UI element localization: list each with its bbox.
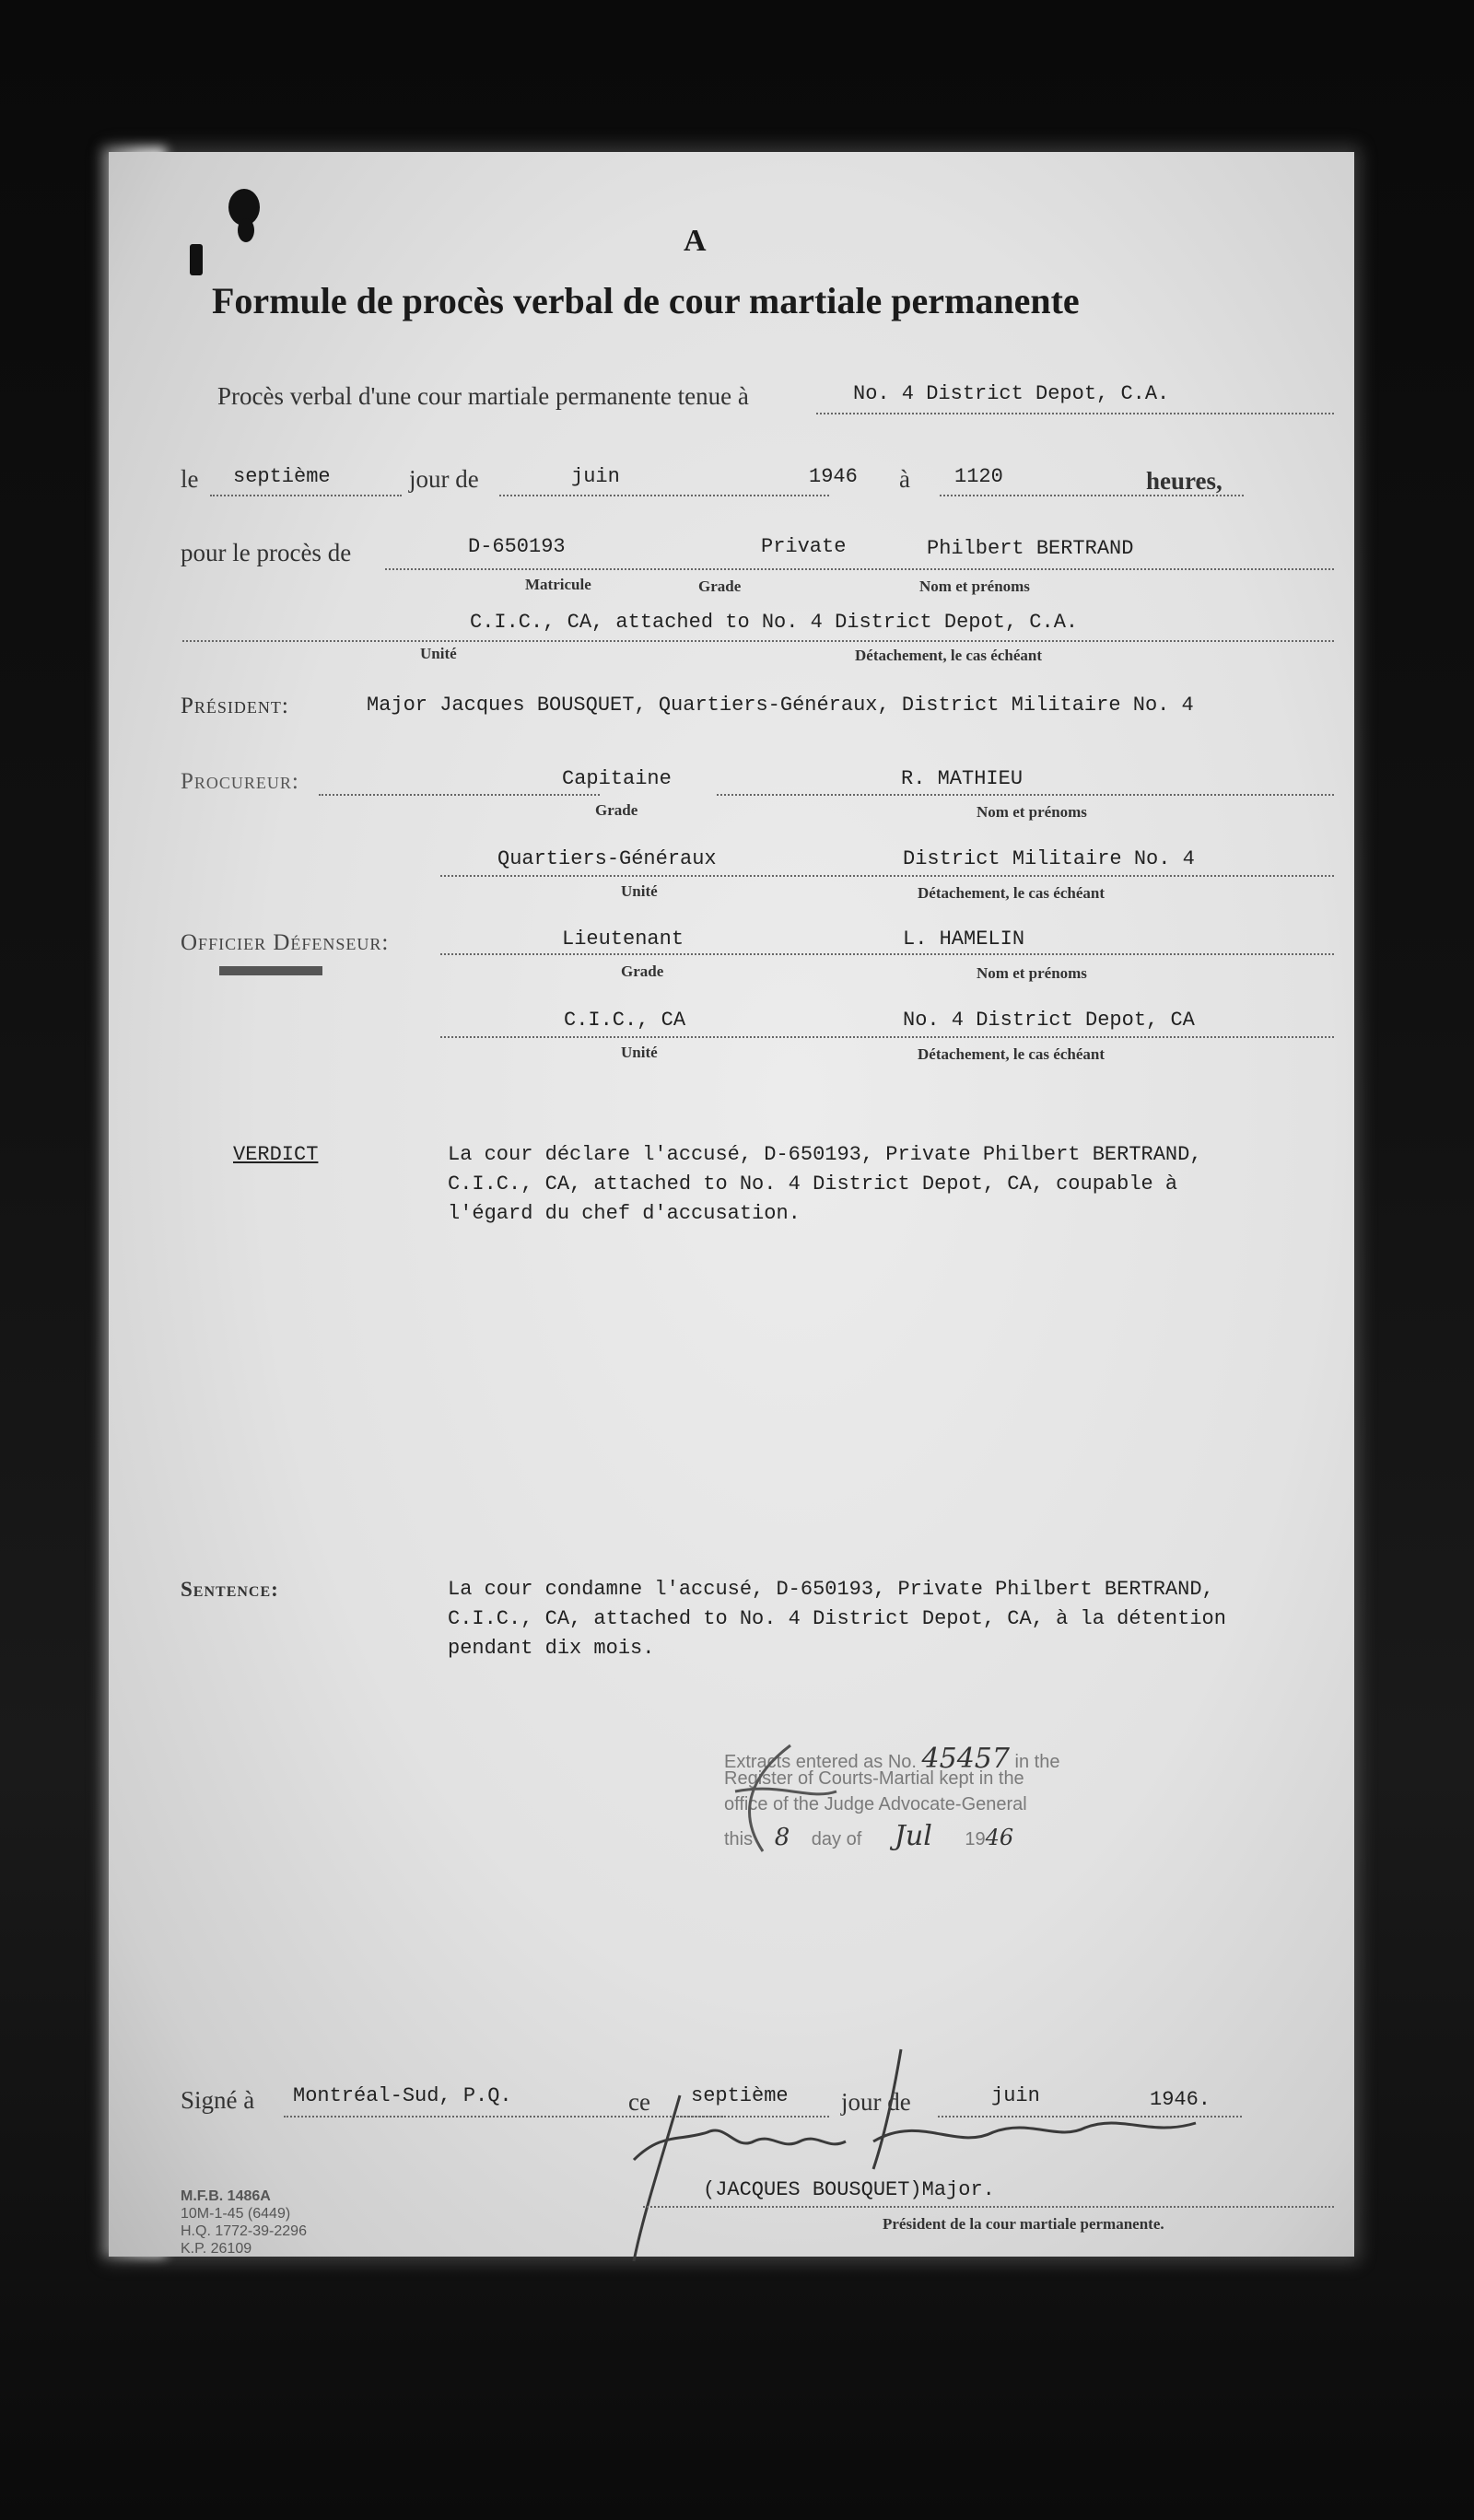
- procureur-unit: Quartiers-Généraux: [497, 847, 717, 870]
- ink-blot: [190, 244, 203, 275]
- footer-codes: [181, 2188, 307, 2258]
- grade-value: Private: [761, 535, 847, 558]
- name-value: Philbert BERTRAND: [927, 537, 1134, 560]
- defenseur-grade-caption: Grade: [621, 962, 664, 980]
- procureur-unite-caption: Unité: [621, 882, 658, 900]
- accused-dotted-line: [385, 568, 1334, 570]
- defenseur-name-caption: Nom et prénoms: [977, 964, 1087, 982]
- procureur-name-dots: [717, 794, 1334, 796]
- footer-code: K.P. 26109: [181, 2241, 252, 2257]
- signatory-caption: Président de la cour martiale permanente.: [883, 2215, 1164, 2233]
- place-value: Montréal-Sud, P.Q.: [293, 2084, 512, 2107]
- month-dotted-line: [499, 495, 829, 496]
- ink-blot: [238, 218, 254, 242]
- stamp-handwriting-scribble: [698, 1736, 846, 1865]
- procureur-unit-dots: [440, 875, 1334, 877]
- procureur-detachement: District Militaire No. 4: [903, 847, 1195, 870]
- procureur-label: Procureur:: [181, 769, 299, 794]
- signatory-value: (JACQUES BOUSQUET)Major.: [703, 2178, 995, 2201]
- procureur-grade-dots: [319, 794, 600, 796]
- form-title: Formule de procès verbal de cour martiale permanente: [212, 280, 1080, 321]
- sig-day-value: septième: [691, 2084, 789, 2107]
- stamp-line-3: office of the Judge Advocate-General: [724, 1794, 1027, 1814]
- sentence-line: La cour condamne l'accusé, D-650193, Private Philbert BERTRAND,: [448, 1578, 1214, 1601]
- month-value: juin: [571, 465, 620, 488]
- defenseur-grade: Lieutenant: [562, 928, 684, 951]
- sentence-label: Sentence:: [181, 1578, 279, 1601]
- verdict-line: La cour déclare l'accusé, D-650193, Private Philbert BERTRAND,: [448, 1143, 1202, 1166]
- name-caption: Nom et prénoms: [919, 578, 1030, 595]
- procureur-detachement-caption: Détachement, le cas échéant: [918, 884, 1105, 902]
- held-dotted-line: [816, 413, 1334, 414]
- verdict-line: C.I.C., CA, attached to No. 4 District Depot, CA, coupable à: [448, 1172, 1178, 1196]
- signature-handwriting: [625, 2031, 1269, 2270]
- sig-jour-de-label: jour de: [841, 2088, 911, 2116]
- defenseur-unite-caption: Unité: [621, 1044, 658, 1061]
- form-letter: A: [684, 224, 707, 258]
- day-value: septième: [233, 465, 331, 488]
- footer-code: H.Q. 1772-39-2296: [181, 2223, 307, 2239]
- matricule-caption: Matricule: [525, 576, 591, 593]
- stamp-month: Jul: [894, 1820, 932, 1852]
- jour-de-label: jour de: [409, 465, 479, 493]
- unit-dotted-line: [182, 640, 1334, 642]
- stamp-text: this: [724, 1829, 754, 1849]
- footer-code: M.F.B. 1486A: [181, 2188, 271, 2204]
- procureur-grade: Capitaine: [562, 767, 672, 790]
- year-value: 1946: [809, 465, 858, 488]
- stamp-text: day of: [811, 1829, 862, 1849]
- procureur-name: R. MATHIEU: [901, 767, 1024, 790]
- proces-label: pour le procès de: [181, 539, 352, 566]
- sentence-line: C.I.C., CA, attached to No. 4 District Depot, CA, à la détention: [448, 1607, 1226, 1630]
- held-at-value: No. 4 District Depot, C.A.: [853, 382, 1170, 405]
- detachement-caption: Détachement, le cas échéant: [855, 647, 1042, 664]
- stamp-text: 19: [965, 1829, 986, 1849]
- procureur-grade-caption: Grade: [595, 801, 638, 819]
- footer-code: 10M-1-45 (6449): [181, 2206, 291, 2222]
- sig-year-value: 1946.: [1150, 2088, 1211, 2111]
- stamp-text: in the: [1014, 1752, 1060, 1772]
- court-martial-form: [109, 152, 1354, 2257]
- le-label: le: [181, 465, 199, 493]
- stamp-text: Extracts entered as No.: [724, 1752, 917, 1772]
- stamp-day: 8: [774, 1824, 790, 1851]
- struck-out-text: [219, 966, 322, 975]
- defenseur-detachement: No. 4 District Depot, CA: [903, 1009, 1195, 1032]
- ce-label: ce: [628, 2088, 650, 2116]
- president-label: Président:: [181, 694, 289, 718]
- unit-line-value: C.I.C., CA, attached to No. 4 District Depot, C.A.: [470, 611, 1079, 634]
- held-label: Procès verbal d'une cour martiale permanente tenue à: [217, 382, 749, 410]
- time-value: 1120: [954, 465, 1003, 488]
- signatory-dots: [643, 2206, 1334, 2208]
- defenseur-detachement-caption: Détachement, le cas échéant: [918, 1045, 1105, 1063]
- defenseur-label: Officier Défenseur:: [181, 930, 390, 955]
- signe-label: Signé à: [181, 2086, 255, 2114]
- verdict-label: VERDICT: [233, 1143, 319, 1166]
- unite-caption: Unité: [420, 645, 457, 662]
- stamp-number: 45457: [921, 1743, 1010, 1775]
- grade-caption: Grade: [698, 578, 742, 595]
- matricule-value: D-650193: [468, 535, 566, 558]
- stamp-line-2: Register of Courts-Martial kept in the: [724, 1768, 1024, 1789]
- sig-month-value: juin: [991, 2084, 1040, 2107]
- defenseur-name: L. HAMELIN: [903, 928, 1025, 951]
- stamp-year: 46: [985, 1825, 1014, 1850]
- defenseur-grade-dots: [440, 953, 1334, 955]
- a-label: à: [899, 465, 910, 493]
- verdict-line: l'égard du chef d'accusation.: [448, 1202, 801, 1225]
- defenseur-unit-dots: [440, 1036, 1334, 1038]
- procureur-name-caption: Nom et prénoms: [977, 803, 1087, 821]
- president-value: Major Jacques BOUSQUET, Quartiers-Généraux, District Militaire No. 4: [367, 694, 1194, 717]
- heures-label: heures,: [1146, 467, 1222, 495]
- day-dotted-line: [210, 495, 402, 496]
- defenseur-unit: C.I.C., CA: [564, 1009, 686, 1032]
- sentence-line: pendant dix mois.: [448, 1637, 655, 1660]
